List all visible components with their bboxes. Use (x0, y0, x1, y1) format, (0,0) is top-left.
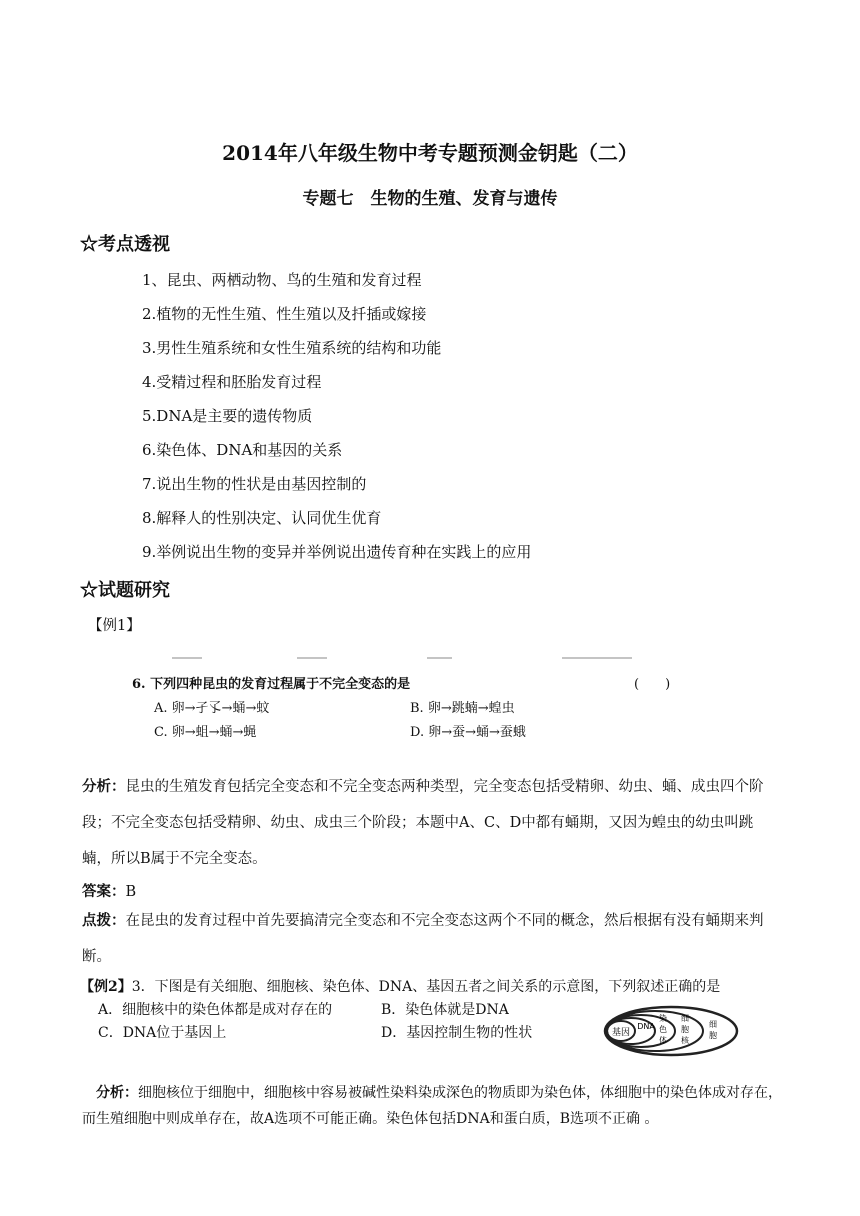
nucleus-label: 胞 (681, 1025, 689, 1034)
analysis-text: 昆虫的生殖发育包括完全变态和不完全变态两种类型，完全变态包括受精卵、幼虫、蛹、成虫四个阶段；不完全变态包括受精卵、幼虫、成虫三个阶段；本题中A、C、D中都有蛹期，又因为蝗虫的幼虫叫跳蝻，所以B属于不完全变态。 (82, 779, 764, 867)
answer-bracket: ( ) (634, 677, 671, 692)
section-heading-exam-points: ☆考点透视 (80, 234, 170, 255)
point-item: 5.DNA是主要的遗传物质 (142, 407, 313, 425)
example1-question: 6. 下列四种昆虫的发育过程属于不完全变态的是 (132, 677, 411, 692)
point-item: 1、昆虫、两栖动物、鸟的生殖和发育过程 (142, 271, 422, 289)
example1-label: 【例1】 (88, 618, 141, 634)
option-b: B. 卵→跳蝻→蝗虫 (410, 701, 515, 716)
example1-analysis (82, 769, 782, 877)
tip-label: 点拨： (82, 912, 126, 929)
page-title: 2014年八年级生物中考专题预测金钥匙（二） (222, 141, 638, 165)
chromosome-label: 染 (659, 1014, 667, 1023)
answer-label: 答案： (82, 883, 126, 900)
ex2-option-c: C．DNA位于基因上 (98, 1025, 227, 1041)
nested-relationship-diagram (603, 1005, 739, 1057)
chromosome-label: 色 (659, 1025, 667, 1034)
nucleus-label: 核 (681, 1036, 689, 1045)
cell-label: 细 (709, 1020, 717, 1029)
section-heading-question-study: ☆试题研究 (80, 580, 170, 601)
option-c: C. 卵→蛆→蛹→蝇 (154, 725, 257, 740)
example2-analysis (82, 1080, 792, 1132)
nucleus-label: 细 (681, 1014, 689, 1023)
analysis-label: 分析： (82, 778, 126, 795)
example2-label: 【例2】 (80, 979, 132, 995)
example2-question: 3．下图是有关细胞、细胞核、染色体、DNA、基因五者之间关系的示意图，下列叙述正确的是 (131, 979, 721, 995)
example2-question-line (80, 976, 780, 996)
example1-tip (82, 903, 782, 975)
answer-text: B (125, 884, 137, 900)
option-d: D. 卵→蚕→蛹→蚕蛾 (410, 725, 526, 740)
option-a: A. 卵→孑孓→蛹→蚊 (154, 701, 270, 716)
dna-label: DNA (637, 1022, 655, 1031)
tip-text: 在昆虫的发育过程中首先要搞清完全变态和不完全变态这两个不同的概念，然后根据有没有蛹期来判断。 (82, 913, 764, 965)
point-item: 7.说出生物的性状是由基因控制的 (142, 475, 367, 493)
point-item: 8.解释人的性别决定、认同优生优育 (142, 509, 382, 527)
ex2-option-a: A．细胞核中的染色体都是成对存在的 (98, 1002, 333, 1018)
ex2-option-b: B．染色体就是DNA (381, 1002, 509, 1018)
point-item: 4.受精过程和胚胎发育过程 (142, 373, 322, 391)
page-subtitle: 专题七 生物的生殖、发育与遗传 (302, 189, 558, 209)
example1-answer (82, 880, 136, 901)
point-item: 9.举例说出生物的变异并举例说出遗传育种在实践上的应用 (142, 543, 532, 561)
point-item: 2.植物的无性生殖、性生殖以及扦插或嫁接 (142, 305, 427, 323)
cell-label: 胞 (709, 1031, 717, 1040)
ex2-option-d: D．基因控制生物的性状 (381, 1025, 533, 1041)
analysis-text: 细胞核位于细胞中，细胞核中容易被碱性染料染成深色的物质即为染色体，体细胞中的染色体成对存在，而生殖细胞中则成单存在，故A选项不可能正确。染色体包括DNA和蛋白质，B选项不正确 。 (82, 1085, 782, 1127)
analysis-label: 分析： (96, 1085, 138, 1101)
point-item: 6.染色体、DNA和基因的关系 (142, 441, 343, 459)
gene-label: 基因 (611, 1028, 631, 1038)
scan-residue (132, 656, 652, 662)
example1-question-image (132, 656, 752, 748)
chromosome-label: 体 (659, 1036, 667, 1045)
point-item: 3.男性生殖系统和女性生殖系统的结构和功能 (142, 339, 442, 357)
